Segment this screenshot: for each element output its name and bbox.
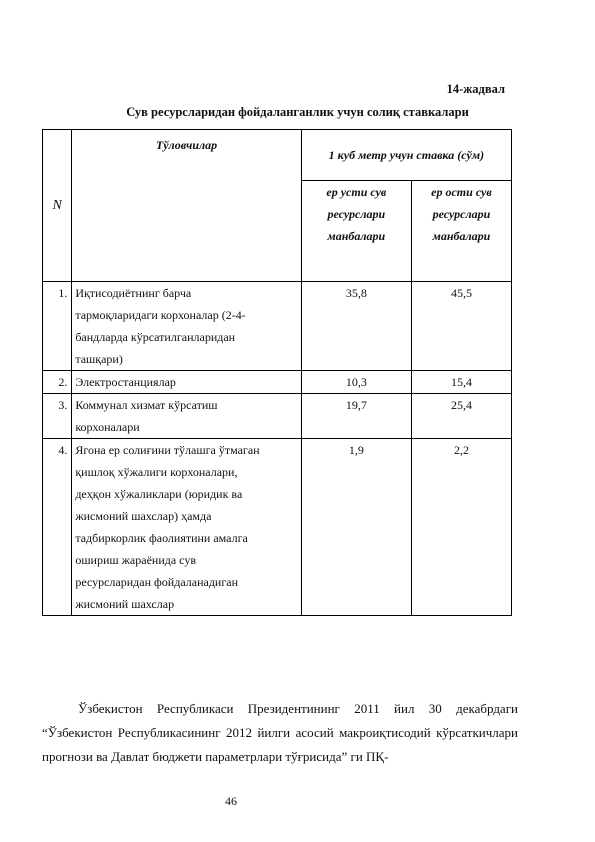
row-underground-rate: 25,4 (411, 394, 511, 439)
payer-line: Иқтисодиётнинг барча (75, 286, 192, 300)
header-surface-line: ресурслари (327, 207, 386, 221)
table-row (43, 371, 512, 394)
row-number: 3. (43, 394, 72, 439)
header-underground-water (411, 181, 511, 282)
row-payer (72, 282, 301, 371)
table-row (43, 282, 512, 371)
header-surface-water (301, 181, 411, 282)
page-number: 46 (225, 794, 237, 808)
row-number: 4. (43, 439, 72, 616)
row-surface-rate: 10,3 (301, 371, 411, 394)
table-header-row (43, 130, 512, 181)
header-underground-line: ресурслари (432, 207, 491, 221)
payer-line: корхоналари (75, 420, 140, 434)
row-number: 1. (43, 282, 72, 371)
payer-line: ташқари) (75, 352, 123, 366)
header-payers: Тўловчилар (72, 130, 301, 282)
header-surface-line: манбалари (327, 229, 386, 243)
header-number: N (43, 130, 72, 282)
row-surface-rate: 19,7 (301, 394, 411, 439)
table-label: 14-жадвал (446, 82, 505, 96)
payer-line: ошириш жараёнида сув (75, 553, 197, 567)
row-number: 2. (43, 371, 72, 394)
tax-rates-table (42, 129, 512, 616)
header-rate-unit: 1 куб метр учун ставка (сўм) (301, 130, 511, 181)
row-payer (72, 439, 301, 616)
row-payer (72, 394, 301, 439)
payer-line: тармоқларидаги корхоналар (2-4- (75, 308, 246, 322)
header-underground-line: ер ости сув (431, 185, 492, 199)
row-surface-rate: 35,8 (301, 282, 411, 371)
payer-line: Ягона ер солиғини тўлашга ўтмаган (75, 443, 260, 457)
row-surface-rate: 1,9 (301, 439, 411, 616)
payer-line: жисмоний шахслар) ҳамда (75, 509, 212, 523)
payer-line: Коммунал хизмат кўрсатиш (75, 398, 218, 412)
payer-line: жисмоний шахслар (75, 597, 175, 611)
header-underground-line: манбалари (432, 229, 491, 243)
payer-line: қишлоқ хўжалиги корхоналари, (75, 465, 238, 479)
body-paragraph: Ўзбекистон Республикаси Президентининг 2011 йил 30 декабрдаги “Ўзбекистон Республикасининг 2012 йилги асосий макроиқтисодий кўрсаткичлари прогнози ва Давлат бюджети параметрлари тўғрисида” ги ПҚ- (42, 701, 518, 764)
table-row (43, 394, 512, 439)
payer-line: деҳқон хўжаликлари (юридик ва (75, 487, 243, 501)
row-underground-rate: 2,2 (411, 439, 511, 616)
payer-line: ресурсларидан фойдаланадиган (75, 575, 239, 589)
payer-line: бандларда кўрсатилганларидан (75, 330, 236, 344)
payer-line: Электростанциялар (75, 375, 176, 389)
payer-line: тадбиркорлик фаолиятини амалга (75, 531, 248, 545)
table-row (43, 439, 512, 616)
row-payer (72, 371, 301, 394)
header-surface-line: ер усти сув (326, 185, 387, 199)
table-title: Сув ресурсларидан фойдаланганлик учун солиқ ставкалари (126, 105, 469, 119)
row-underground-rate: 45,5 (411, 282, 511, 371)
row-underground-rate: 15,4 (411, 371, 511, 394)
